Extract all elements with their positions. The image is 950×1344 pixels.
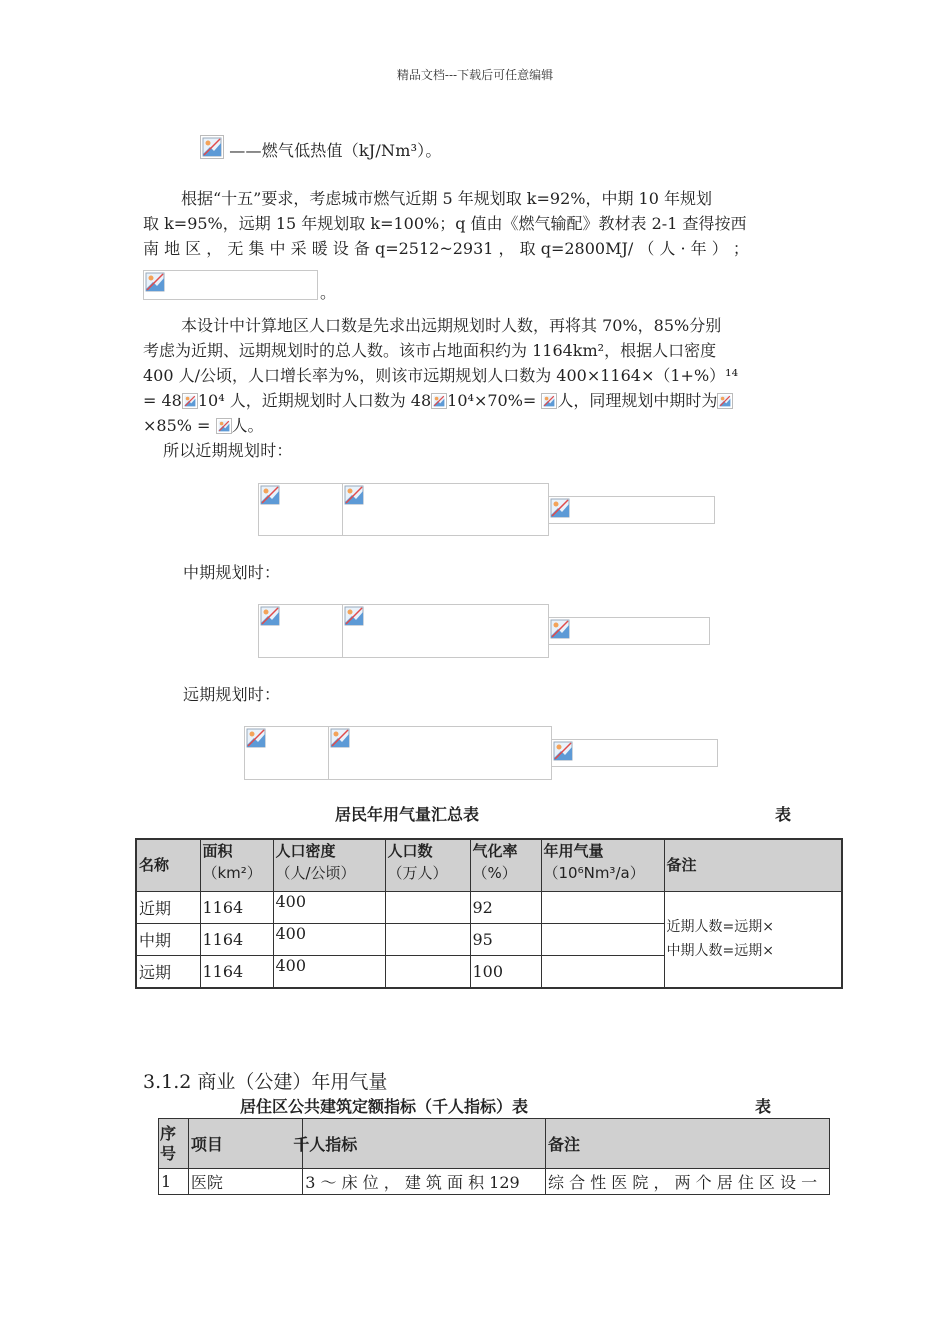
para1-line3: 南 地 区 ， 无 集 中 采 暖 设 备 q=2512~2931 ， 取 q=2800MJ/ （ 人 · 年 ） ； [143, 239, 749, 258]
formula-image-far-1 [244, 726, 330, 780]
formula-image-icon [431, 393, 447, 409]
col-header-annual-gas: 年用气量 （10⁶Nm³/a） [541, 839, 664, 891]
formula-image-near-3 [548, 496, 715, 524]
col-header-gas-rate: 气化率 （%） [470, 839, 541, 891]
col-header-population: 人口数 （万人） [385, 839, 470, 891]
para2-line3: 400 人/公顷，人口增长率为%，则该市远期规划人口数为 400×1164×（1+%）¹⁴ [143, 366, 738, 385]
para1-end: 。 [320, 283, 337, 302]
para2-line4: = 48 10⁴ 人，近期规划时人口数为 48 10⁴×70%= 人，同理规划中期时为 [143, 388, 813, 413]
table2-title: 居住区公共建筑定额指标（千人指标）表 [240, 1097, 529, 1116]
formula-image-icon [550, 498, 570, 518]
paragraph-k-values [143, 186, 808, 261]
formula-image-mid-3 [548, 617, 710, 645]
table-row: 1 医院 3 ～ 床 位 ， 建 筑 面 积 129 综 合 性 医 院 ， 两 个 居 住 区 设 一 [159, 1169, 830, 1195]
formula-image-icon [200, 135, 224, 159]
formula-note [200, 135, 442, 161]
label-near-term: 所以近期规划时： [163, 441, 293, 460]
table-note-cell: 近期人数=远期× 中期人数=远期× [664, 891, 842, 988]
para2-line1: 本设计中计算地区人口数是先求出远期规划时人数，再将其 70%，85%分别 [181, 316, 722, 335]
table1-title: 居民年用气量汇总表 [335, 805, 480, 824]
formula-note-text: ——燃气低热值（kJ/Nm³）。 [229, 141, 442, 160]
formula-image-icon [553, 741, 573, 761]
col-header-name: 名称 [136, 839, 200, 891]
col-header-no: 序号 [159, 1119, 189, 1169]
table-row: 中期 1164 400 95 [136, 923, 842, 955]
formula-image-near-1 [258, 483, 344, 536]
col-header-area: 面积 （km²） [200, 839, 273, 891]
col-header-note: 备注 [664, 839, 842, 891]
formula-image-far-3 [551, 739, 718, 767]
formula-image-icon [344, 606, 364, 626]
section-heading: 3.1.2 商业（公建）年用气量 [143, 1071, 388, 1093]
table-header-row [136, 839, 842, 891]
formula-image-icon [330, 728, 350, 748]
label-far-term: 远期规划时： [183, 685, 281, 704]
formula-image-icon [541, 393, 557, 409]
table2-suffix: 表 [755, 1097, 772, 1116]
table1-suffix: 表 [775, 805, 792, 824]
formula-image-mid-2 [342, 604, 549, 658]
col-header-note: 备注 [546, 1119, 830, 1169]
formula-image-icon [344, 485, 364, 505]
table-header-row [159, 1119, 830, 1169]
col-header-density: 人口密度 （人/公顷） [273, 839, 385, 891]
formula-image-icon [216, 418, 232, 434]
formula-image-icon [260, 485, 280, 505]
label-mid-term: 中期规划时： [183, 563, 281, 582]
formula-image-mid-1 [258, 604, 344, 658]
residential-gas-table [135, 838, 843, 989]
formula-image-far-2 [328, 726, 552, 780]
formula-image-icon [717, 393, 733, 409]
table-row: 近期 1164 400 92 近期人数=远期× 中期人数=远期× [136, 891, 842, 923]
formula-image-near-2 [342, 483, 549, 536]
para1-line2: 取 k=95%，远期 15 年规划取 k=100%；q 值由《燃气输配》教材表 2-1 查得按西 [143, 214, 747, 233]
formula-image-icon [145, 272, 165, 292]
formula-image-icon [182, 393, 198, 409]
para2-line2: 考虑为近期、远期规划时的总人数。该市占地面积约为 1164km²，根据人口密度 [143, 341, 717, 360]
formula-image-icon [246, 728, 266, 748]
public-building-index-table [158, 1118, 830, 1195]
col-header-item: 项目 [188, 1119, 302, 1169]
formula-image-q [143, 270, 318, 300]
page-header: 精品文档---下载后可任意编辑 [396, 68, 554, 82]
formula-image-icon [260, 606, 280, 626]
formula-image-icon [550, 619, 570, 639]
para2-line5: ×85% = 人。 [143, 416, 264, 435]
paragraph-population [143, 313, 813, 438]
table-row: 远期 1164 400 100 [136, 955, 842, 988]
para1-line1: 根据“十五”要求，考虑城市燃气近期 5 年规划取 k=92%，中期 10 年规划 [181, 189, 712, 208]
col-header-index: 千人指标 [303, 1119, 546, 1169]
